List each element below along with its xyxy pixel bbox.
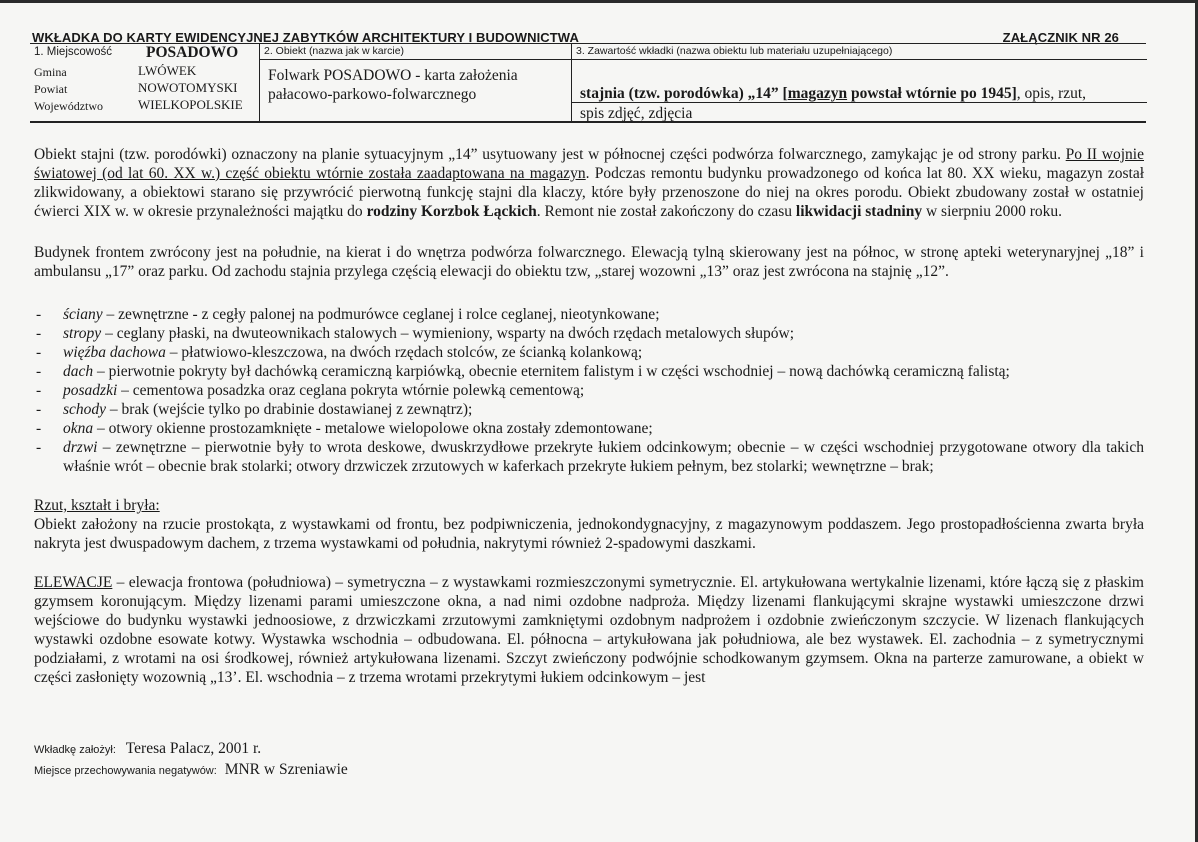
- elevations-paragraph: [34, 573, 1144, 687]
- features-list: [34, 305, 1144, 476]
- storage-line: [34, 760, 348, 781]
- paragraph-history: [34, 145, 1144, 221]
- insert-contents-bold2: powstał wtórnie po 1945]: [847, 85, 1017, 102]
- p1-text-c: . Remont nie został zakończony do czasu: [536, 203, 796, 220]
- storage-label: Miejsce przechowywania negatywów:: [34, 765, 217, 777]
- storage-value: MNR w Szreniawie: [224, 761, 348, 778]
- p1-bold-family: rodziny Korzbok Łąckich: [366, 203, 537, 220]
- list-item: - drzwi – zewnętrzne – pierwotnie były to wrota deskowe, dwuskrzydłowe przekryte łukiem odcinkowym; obecnie – w części wschodniej przygotowane otwory dla takich właśnie wrót – obecnie brak stolarki; otwory drzwiczek zrzutowych w kaferkach przekryte łukiem pełnym, bez stolarki; wewnętrzne – brak;: [36, 439, 1144, 475]
- locality-value: POSADOWO: [146, 44, 239, 61]
- insert-contents-label: 3. Zawartość wkładki (nazwa obiektu lub materiału uzupełniającego): [572, 45, 1147, 60]
- object-name-line2: pałacowo-parkowo-folwarcznego: [268, 86, 477, 103]
- elevations-text: – elewacja frontowa (południowa) – symetryczna – z wystawkami rozmieszczonymi symetrycznie. El. artykułowana wertykalnie lizenami, które łączą się z płaskim gzymsem koronującym. Między lizenami parami umieszczone okna, a nad nimi ozdobne nadproża. Między lizenami flankującymi skrajne wystawki umieszczone drzwi wejściowe do budynku wystawki jednoosiowe, z drzwiczkami zrzutowymi zamkniętymi ozdobnym nadprożem i ozdobnie zwieńczonym szczycie. W lizenach flankujących wystawki ozdobne esowate kotwy. Wystawka wschodnia – odbudowana. El. północna – artykułowana jak południowa, ale bez wystawek. El. zachodnia – z symetrycznymi podziałami, z wrotami na osi środkowej, również artykułowana lizenami. Szczyt zwieńczony podwójnie schodkowanym gzymsem. Okna na parterze zamurowane, a obiekt w części zasłonięty wozownią „13’. El. wschodnia – z trzema wrotami przekrytymi łukiem odcinkowym – jest: [34, 574, 1144, 686]
- p1-text-a: Obiekt stajni (tzw. porodówki) oznaczony na planie sytuacyjnym „14” usytuowany jest w północnej części podwórza folwarcznego, zamykając je od strony parku.: [34, 146, 1066, 163]
- voivodeship-value: WIELKOPOLSKIE: [138, 97, 243, 112]
- list-item: - schody – brak (wejście tylko po drabinie dostawianej z zewnątrz);: [36, 401, 473, 418]
- list-item: - posadzki – cementowa posadzka oraz ceglana pokryta wtórnie polewką cementową;: [36, 382, 585, 399]
- county-value: NOWOTOMYSKI: [138, 80, 238, 95]
- elevations-heading: ELEWACJE: [34, 574, 113, 591]
- list-item: - stropy – ceglany płaski, na dwuteownikach stalowych – wymieniony, wsparty na dwóch rzędach metalowych słupów;: [36, 325, 795, 342]
- document-body: [34, 145, 1144, 687]
- p1-bold-liquidation: likwidacji stadniny: [795, 203, 923, 220]
- header-table: [30, 43, 1146, 123]
- author-line: [34, 739, 261, 760]
- locality-label: 1. Miejscowość: [34, 46, 112, 58]
- insert-contents-column: [571, 44, 1147, 121]
- commune-label: Gmina: [34, 65, 67, 79]
- location-column: [30, 44, 257, 121]
- plan-heading-text: Rzut, kształt i bryła:: [34, 497, 160, 514]
- plan-heading: [34, 496, 1144, 515]
- list-item: - dach – pierwotnie pokryty był dachówką ceramiczną karpiówką, obecnie eternitem falistym i w części wschodniej – nową dachówką ceramiczną falistą;: [36, 363, 1010, 380]
- plan-text: Obiekt założony na rzucie prostokąta, z wystawkami od frontu, bez podpiwniczenia, jednokondygnacyjny, z magazynowym poddaszem. Jego prostopadłościenna zwarta bryła nakryta jest dwuspadowym dachem, z trzema wystawkami od południa, nakrytymi również 2-spadowymi daszkami.: [34, 516, 1144, 552]
- insert-contents-magazyn: magazyn: [787, 85, 848, 102]
- list-item: - okna – otwory okienne prostozamknięte - metalowe wielopolowe okna zostały zdemontowane;: [36, 420, 653, 437]
- commune-value: LWÓWEK: [138, 63, 197, 78]
- author-value: Teresa Palacz, 2001 r.: [125, 740, 262, 757]
- list-item: - więźba dachowa – płatwiowo-kleszczowa, na dwóch rzędach stolców, ze ścianką kolankową;: [36, 344, 643, 361]
- author-label: Wkładkę założył:: [34, 744, 116, 756]
- object-name: [268, 66, 518, 104]
- object-label: 2. Obiekt (nazwa jak w karcie): [260, 45, 572, 60]
- p1-text-b: . Podczas remontu budynku prowadzonego od końca lat 80. XX wieku, magazyn został zlikwidowany, a obiektowi starano się przywrócić pierwotną funkcję stajni dla klaczy, które były przenoszone do niej na okres porodu. Obiekt zbudowany został w ostatniej ćwierci XIX w. w okresie przynależności majątku do: [34, 165, 1145, 220]
- insert-contents-bold: stajnia (tzw. porodówka) „14” [: [580, 85, 788, 102]
- insert-contents-text: [580, 84, 1146, 124]
- annex-number: ZAŁĄCZNIK NR 26: [1002, 30, 1119, 45]
- county-label: Powiat: [34, 82, 68, 96]
- object-name-line1: Folwark POSADOWO - karta założenia: [268, 67, 518, 84]
- paragraph-orientation: Budynek frontem zwrócony jest na południe, na kierat i do wnętrza podwórza folwarcznego. Elewacją tylną skierowany jest na północ, w stronę apteki weterynaryjnej „18” i ambulansu „17” oraz parku. Od zachodu stajnia przylega częścią elewacji do obiektu tzw, „starej wozowni „13” oraz jest zwrócona na stajnię „12”.: [34, 244, 1144, 280]
- insert-contents-rest: , opis, rzut,: [1016, 85, 1087, 102]
- page-edge-top: [0, 0, 1198, 3]
- p1-text-d: w sierpniu 2000 roku.: [922, 203, 1063, 220]
- list-item: - ściany – zewnętrzne - z cegły palonej na podmurówce ceglanej i rolce ceglanej, nieotynkowane;: [36, 306, 660, 323]
- document-title: WKŁADKA DO KARTY EWIDENCYJNEJ ZABYTKÓW ARCHITEKTURY I BUDOWNICTWA: [32, 30, 579, 45]
- p1-underlined: Po II wojnie światowej (od lat 60. XX w.) część obiektu wtórnie została zaadaptowana na magazyn: [34, 146, 1144, 182]
- voivodeship-label: Województwo: [34, 99, 104, 113]
- insert-contents-line2: spis zdjęć, zdjęcia: [580, 105, 693, 122]
- object-column: [259, 44, 572, 121]
